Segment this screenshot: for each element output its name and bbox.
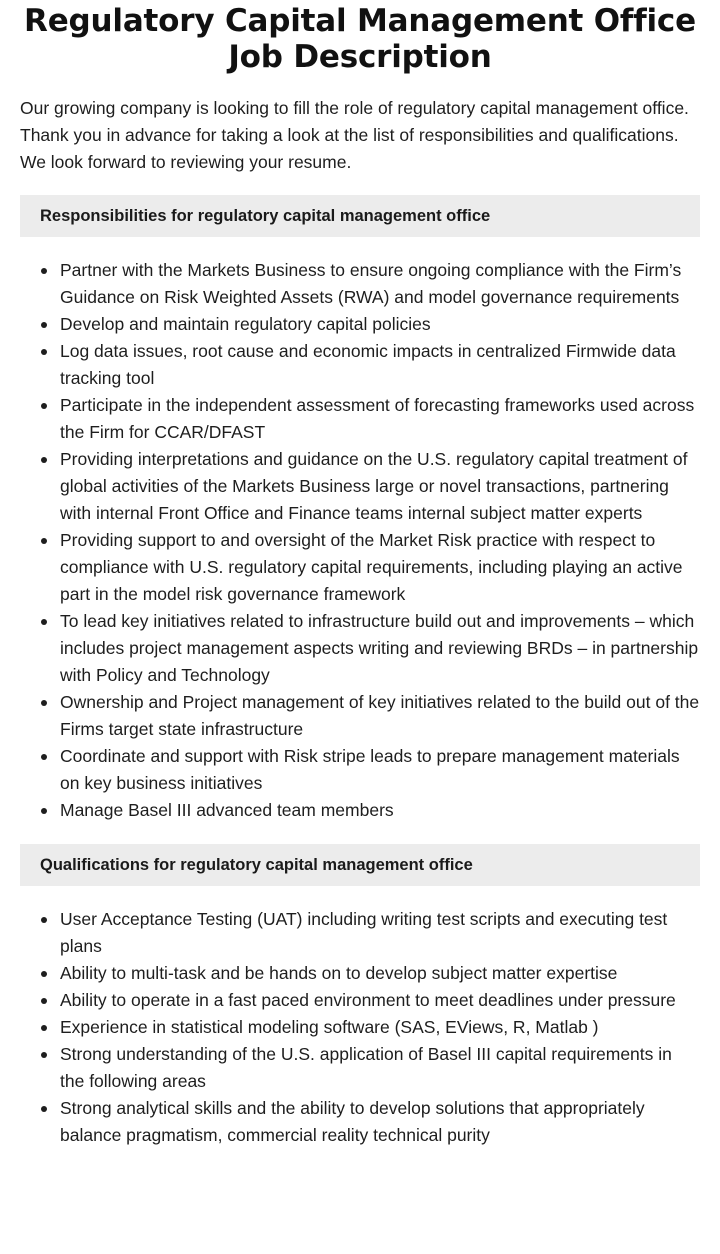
list-item: To lead key initiatives related to infrastructure build out and improvements – which includes project management aspects writing and reviewing BRDs – in partnership with Policy and Technology	[20, 608, 700, 689]
list-item: Participate in the independent assessment of forecasting frameworks used across the Firm for CCAR/DFAST	[20, 392, 700, 446]
intro-paragraph: Our growing company is looking to fill the role of regulatory capital management office. Thank you in advance for taking a look at the list of responsibilities and qualifications. We look forward to reviewing your resume.	[20, 98, 689, 172]
page-title: Regulatory Capital Management Office Job Description	[24, 3, 696, 75]
list-item: Coordinate and support with Risk stripe leads to prepare management materials on key business initiatives	[20, 743, 700, 797]
list-item: Manage Basel III advanced team members	[20, 797, 700, 824]
list-item: Experience in statistical modeling software (SAS, EViews, R, Matlab )	[20, 1014, 700, 1041]
list-item: User Acceptance Testing (UAT) including writing test scripts and executing test plans	[20, 906, 700, 960]
list-item: Ability to operate in a fast paced environment to meet deadlines under pressure	[20, 987, 700, 1014]
list-item: Providing interpretations and guidance on the U.S. regulatory capital treatment of global activities of the Markets Business large or novel transactions, partnering with internal Front Office and Finance teams internal subject matter experts	[20, 446, 700, 527]
qualifications-heading: Qualifications for regulatory capital management office	[40, 855, 473, 874]
responsibilities-list	[20, 257, 700, 824]
responsibilities-heading: Responsibilities for regulatory capital management office	[40, 206, 491, 225]
list-item: Log data issues, root cause and economic impacts in centralized Firmwide data tracking tool	[20, 338, 700, 392]
list-item: Partner with the Markets Business to ensure ongoing compliance with the Firm’s Guidance on Risk Weighted Assets (RWA) and model governance requirements	[20, 257, 700, 311]
list-item: Strong analytical skills and the ability to develop solutions that appropriately balance pragmatism, commercial reality technical purity	[20, 1095, 700, 1149]
list-item: Ability to multi-task and be hands on to develop subject matter expertise	[20, 960, 700, 987]
list-item: Develop and maintain regulatory capital policies	[20, 311, 700, 338]
list-item: Strong understanding of the U.S. application of Basel III capital requirements in the following areas	[20, 1041, 700, 1095]
qualifications-list	[20, 906, 700, 1149]
list-item: Providing support to and oversight of the Market Risk practice with respect to compliance with U.S. regulatory capital requirements, including playing an active part in the model risk governance framework	[20, 527, 700, 608]
list-item: Ownership and Project management of key initiatives related to the build out of the Firms target state infrastructure	[20, 689, 700, 743]
qualifications-header	[20, 844, 700, 886]
responsibilities-header	[20, 195, 700, 237]
